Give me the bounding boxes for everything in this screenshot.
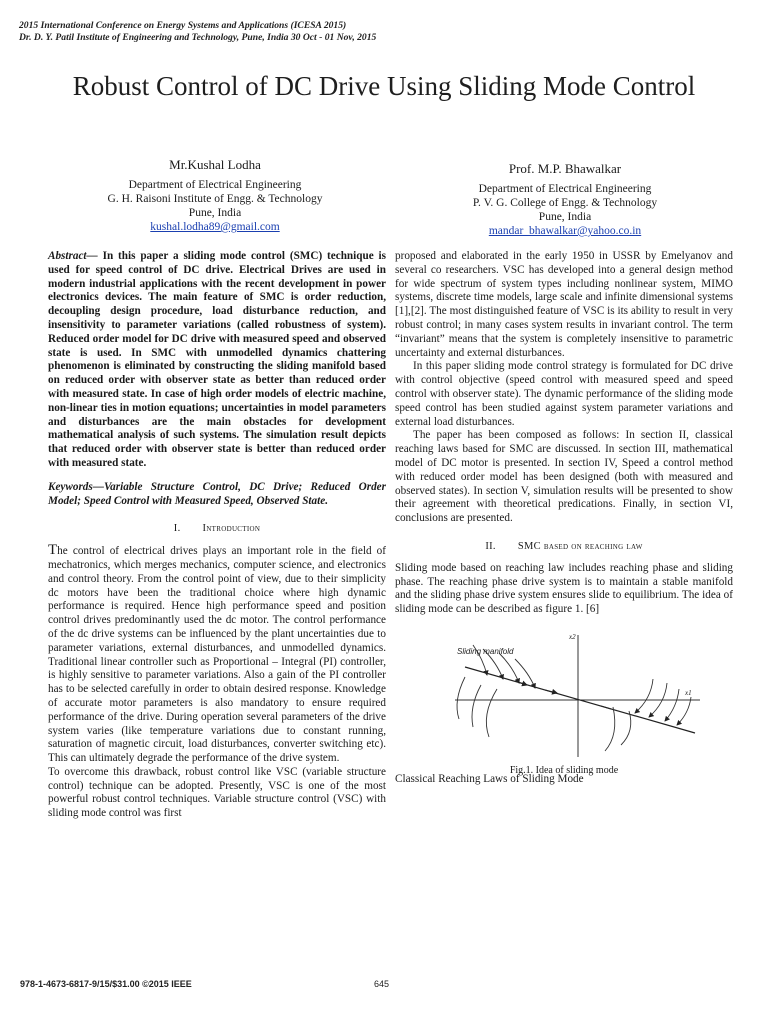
section-title: Introduction — [202, 523, 261, 535]
author-block-1 — [90, 158, 340, 234]
label-sliding-manifold: Sliding manifold — [457, 646, 514, 656]
smc-paragraph-1: Sliding mode based on reaching law includes reaching phase and sliding phase. The reaching phase drive system is to maintain a stable manifold and the sliding phase drive system ensures slide to equilibrium. The idea of sliding mode can be described as figure 1. [6] — [395, 561, 733, 616]
trajectory — [677, 697, 691, 725]
figure-caption: Fig.1. Idea of sliding mode — [509, 764, 619, 776]
author-institution: G. H. Raisoni Institute of Engg. & Technology — [107, 193, 323, 205]
section-number: I. — [173, 523, 181, 535]
abstract-lead: Abstract— — [48, 250, 98, 262]
subheading-classical-reaching-laws: Classical Reaching Laws of Sliding Mode — [395, 772, 584, 785]
intro-paragraph-5: The paper has been composed as follows: In section II, classical reaching laws based for SMC are discussed. In section III, mathematical model of DC motor is presented. In section IV, Speed a control method with reduced order model has been designed (both with measured and observed states). In section V, simulation results will be presented to show their agreement with theoretical predications. Finally, in section VI, conclusions are presented. — [395, 429, 733, 525]
section-heading-smc — [395, 540, 733, 554]
author-city: Pune, India — [188, 207, 242, 219]
author-email-link[interactable]: kushal.lodha89@gmail.com — [150, 221, 280, 233]
author-institution: P. V. G. College of Engg. & Technology — [472, 197, 658, 209]
left-column — [48, 250, 386, 821]
author-name: Prof. M.P. Bhawalkar — [508, 161, 622, 176]
sliding-arrow — [515, 681, 527, 685]
author-email-link[interactable]: mandar_bhawalkar@yahoo.co.in — [488, 225, 642, 237]
footer-isbn: 978-1-4673-6817-9/15/$31.00 ©2015 IEEE — [20, 979, 192, 989]
conference-line-1: 2015 International Conference on Energy Systems and Applications (ICESA 2015) — [19, 20, 347, 31]
trajectory — [635, 679, 653, 713]
intro-paragraph-2: To overcome this drawback, robust control like VSC (variable structure control) technique can be adopted. Presently, VSC is one of the most powerful robust control techniques. Variable structure control (VSC) with sliding mode control was first — [48, 765, 386, 820]
intro-paragraph-1: The control of electrical drives plays an important role in the field of mechatronics, which merges mechanics, computer science, and electronics and control theory. From the control point of view, due to their simplicity dc motors have been the traditional choice where high dynamic performance is required. Hence high performance speed and position control drives predominantly used the dc motor. The control performance of the dc drive systems can be influenced by the plant uncertainties due to parameter variations, external disturbances, and unmodelled dynamics. Traditional linear controller such as Proportional – Integral (PI) controller, is highly sensitive to parameter variations. Also a gain of the PI controller has to be selected carefully in order to obtain desired response. Knowledge of accurate motor parameters is also mandatory to ensure required performance of the drive. During operation several parameters of the drive system varies (like temperature variations due to constant running, saturation of magnetic circuit, load disturbances, converter switching etc). This can ultimately degrade the performance of the drive system. — [48, 542, 386, 765]
figure-sliding-mode — [395, 627, 733, 776]
section-heading-introduction — [48, 522, 386, 536]
section-number: II. — [485, 540, 496, 552]
trajectory — [457, 677, 465, 719]
abstract — [48, 250, 386, 471]
label-x1: x1 — [685, 688, 692, 697]
conference-header — [19, 20, 376, 44]
trajectory — [486, 689, 497, 737]
keywords-lead: Keywords— — [48, 480, 104, 493]
author-department: Department of Electrical Engineering — [128, 179, 302, 191]
section-title-rest: based on reaching law — [543, 540, 643, 552]
label-x2: x2 — [569, 632, 576, 641]
sliding-arrow — [601, 706, 611, 709]
sliding-mode-diagram — [395, 627, 733, 757]
abstract-text: In this paper a sliding mode control (SMC) technique is used for speed control of DC drive. Electrical Drives are used in modern industrial applications with the recent development in power electronics devices. The main feature of SMC is order reduction, decoupling design procedure, load disturbance reduction, and insensitivity to parameter variations (called robustness of system). Reduced order model for DC drive with measured speed and observed state is used. In SMC with unmodelled dynamics chattering phenomenon is eliminated by constructing the sliding manifold based on reduced order with observer state as better than reduced order with measured state. In case of high order models of electric machine, non-linear ties in motion equations; uncertainties in model parameters and disturbances are the main obstacles for development mathematical analysis of such systems. The simulation result depicts that reduced order with observer state is better than reduced order with measured state. — [48, 250, 386, 469]
trajectory — [605, 707, 615, 751]
author-department: Department of Electrical Engineering — [478, 183, 652, 195]
author-block-2 — [440, 162, 690, 238]
author-city: Pune, India — [538, 211, 592, 223]
trajectory — [621, 711, 631, 745]
sliding-arrow — [545, 690, 557, 693]
section-title-main: SMC — [517, 540, 541, 552]
drop-cap: T — [48, 542, 58, 559]
conference-line-2: Dr. D. Y. Patil Institute of Engineering and Technology, Pune, India 30 Oct - 01 Nov, 2015 — [19, 32, 377, 43]
trajectory — [665, 689, 679, 721]
trajectory — [499, 653, 519, 683]
paper-title: Robust Control of DC Drive Using Sliding Mode Control — [72, 71, 696, 101]
keywords-text: Variable Structure Control, DC Drive; Reduced Order Model; Speed Control with Measured Speed, Observed State. — [48, 480, 386, 507]
trajectory — [472, 685, 481, 727]
page-number: 645 — [374, 979, 390, 989]
intro-paragraph-4: In this paper sliding mode control strategy is formulated for DC drive with control objective (speed control with measured speed and speed control with observer state). The dynamic performance of the sliding mode speed control has been studied against system parameter variations and external load disturbances. — [395, 360, 733, 428]
author-name: Mr.Kushal Lodha — [169, 157, 261, 172]
right-column — [395, 250, 733, 787]
intro-paragraph-3: proposed and elaborated in the early 1950 in USSR by Emelyanov and several co researchers. VSC has developed into a general design method for wide spectrum of system types including nonlinear system, MIMO systems, discrete time models, large scale and infinite dimensional systems [1],[2]. The most distinguished feature of VSC is its ability to result in very robust control; in many cases system results in invariant control. The term “invariant” means that the system is completely insensitive to parametric uncertainty and external disturbances. — [395, 250, 733, 359]
keywords — [48, 481, 386, 509]
